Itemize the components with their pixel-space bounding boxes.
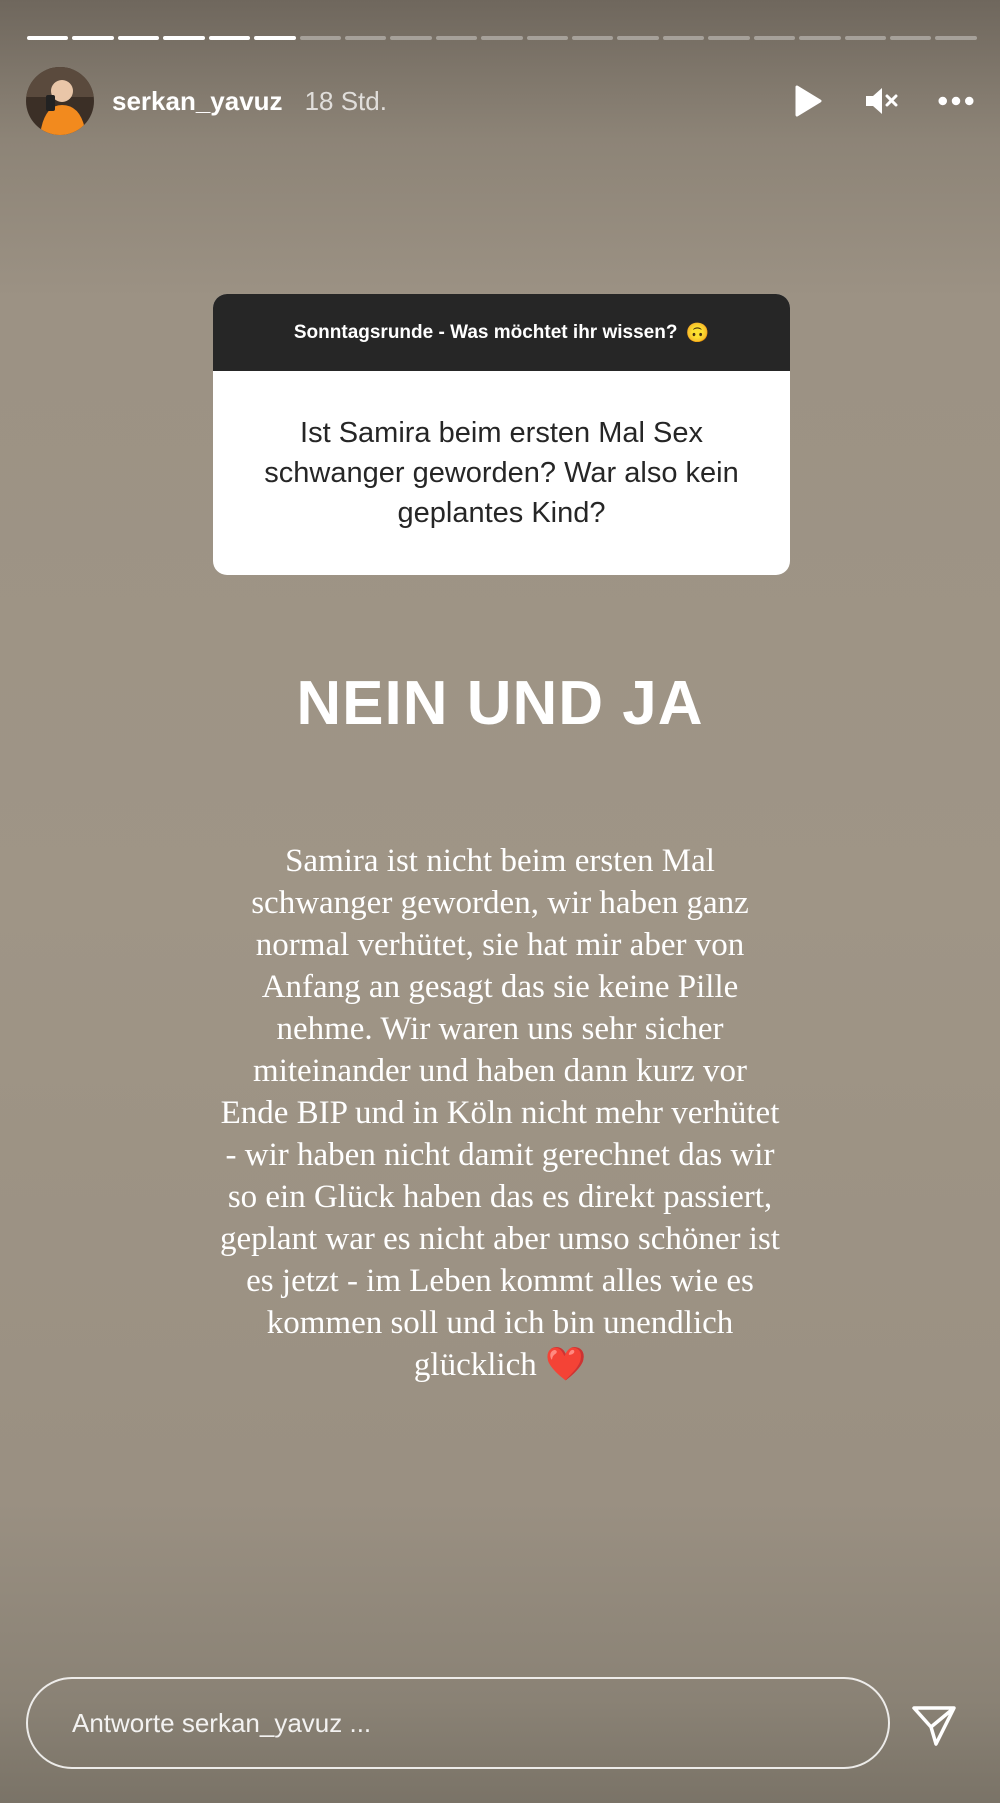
progress-segment	[345, 36, 386, 40]
progress-segment	[890, 36, 931, 40]
story-timestamp: 18 Std.	[304, 85, 387, 116]
progress-segment	[27, 36, 68, 40]
more-icon[interactable]	[938, 83, 974, 119]
answer-text: Samira ist nicht beim ersten Mal schwanger geworden, wir haben ganz normal verhütet, sie hat mir aber von Anfang an gesagt das sie keine Pille nehme. Wir waren uns sehr sicher miteinander und haben dann kurz vor Ende BIP und in Köln nicht mehr verhütet - wir haben nicht damit gerechnet das wir so ein Glück haben das es direkt passiert, geplant war es nicht aber umso schöner ist es jetzt - im Leben kommt alles wie es kommen soll und ich bin unendlich glücklich	[220, 843, 780, 1383]
answer-title: NEIN UND JA	[296, 669, 704, 738]
progress-segment	[72, 36, 113, 40]
reply-input[interactable]: Antworte serkan_yavuz ...	[26, 1677, 890, 1769]
play-icon[interactable]	[790, 83, 826, 119]
progress-segment	[935, 36, 976, 40]
question-sticker-header	[213, 294, 790, 371]
mute-icon[interactable]	[864, 83, 900, 119]
story-username[interactable]: serkan_yavuz	[112, 85, 283, 116]
progress-segment	[254, 36, 295, 40]
upside-down-face-emoji-icon: 🙃	[685, 322, 710, 344]
progress-segment	[799, 36, 840, 40]
avatar[interactable]	[26, 67, 94, 135]
story-header	[26, 66, 974, 136]
progress-segment	[845, 36, 886, 40]
progress-segment	[163, 36, 204, 40]
send-icon[interactable]	[910, 1702, 958, 1750]
progress-segment	[617, 36, 658, 40]
progress-segment	[209, 36, 250, 40]
progress-segment	[572, 36, 613, 40]
question-sticker-title: Sonntagsrunde - Was möchtet ihr wissen?	[293, 321, 678, 343]
question-sticker	[213, 294, 790, 575]
answer-text-block	[220, 840, 780, 1386]
progress-segment	[118, 36, 159, 40]
progress-segment	[390, 36, 431, 40]
progress-segment	[481, 36, 522, 40]
story-progress-bar	[27, 36, 977, 40]
heart-emoji-icon: ❤️	[544, 1347, 587, 1383]
progress-segment	[527, 36, 568, 40]
progress-segment	[708, 36, 749, 40]
progress-segment	[663, 36, 704, 40]
progress-segment	[300, 36, 341, 40]
progress-segment	[754, 36, 795, 40]
progress-segment	[436, 36, 477, 40]
question-text: Ist Samira beim ersten Mal Sex schwanger geworden? War also kein geplantes Kind?	[264, 417, 739, 529]
